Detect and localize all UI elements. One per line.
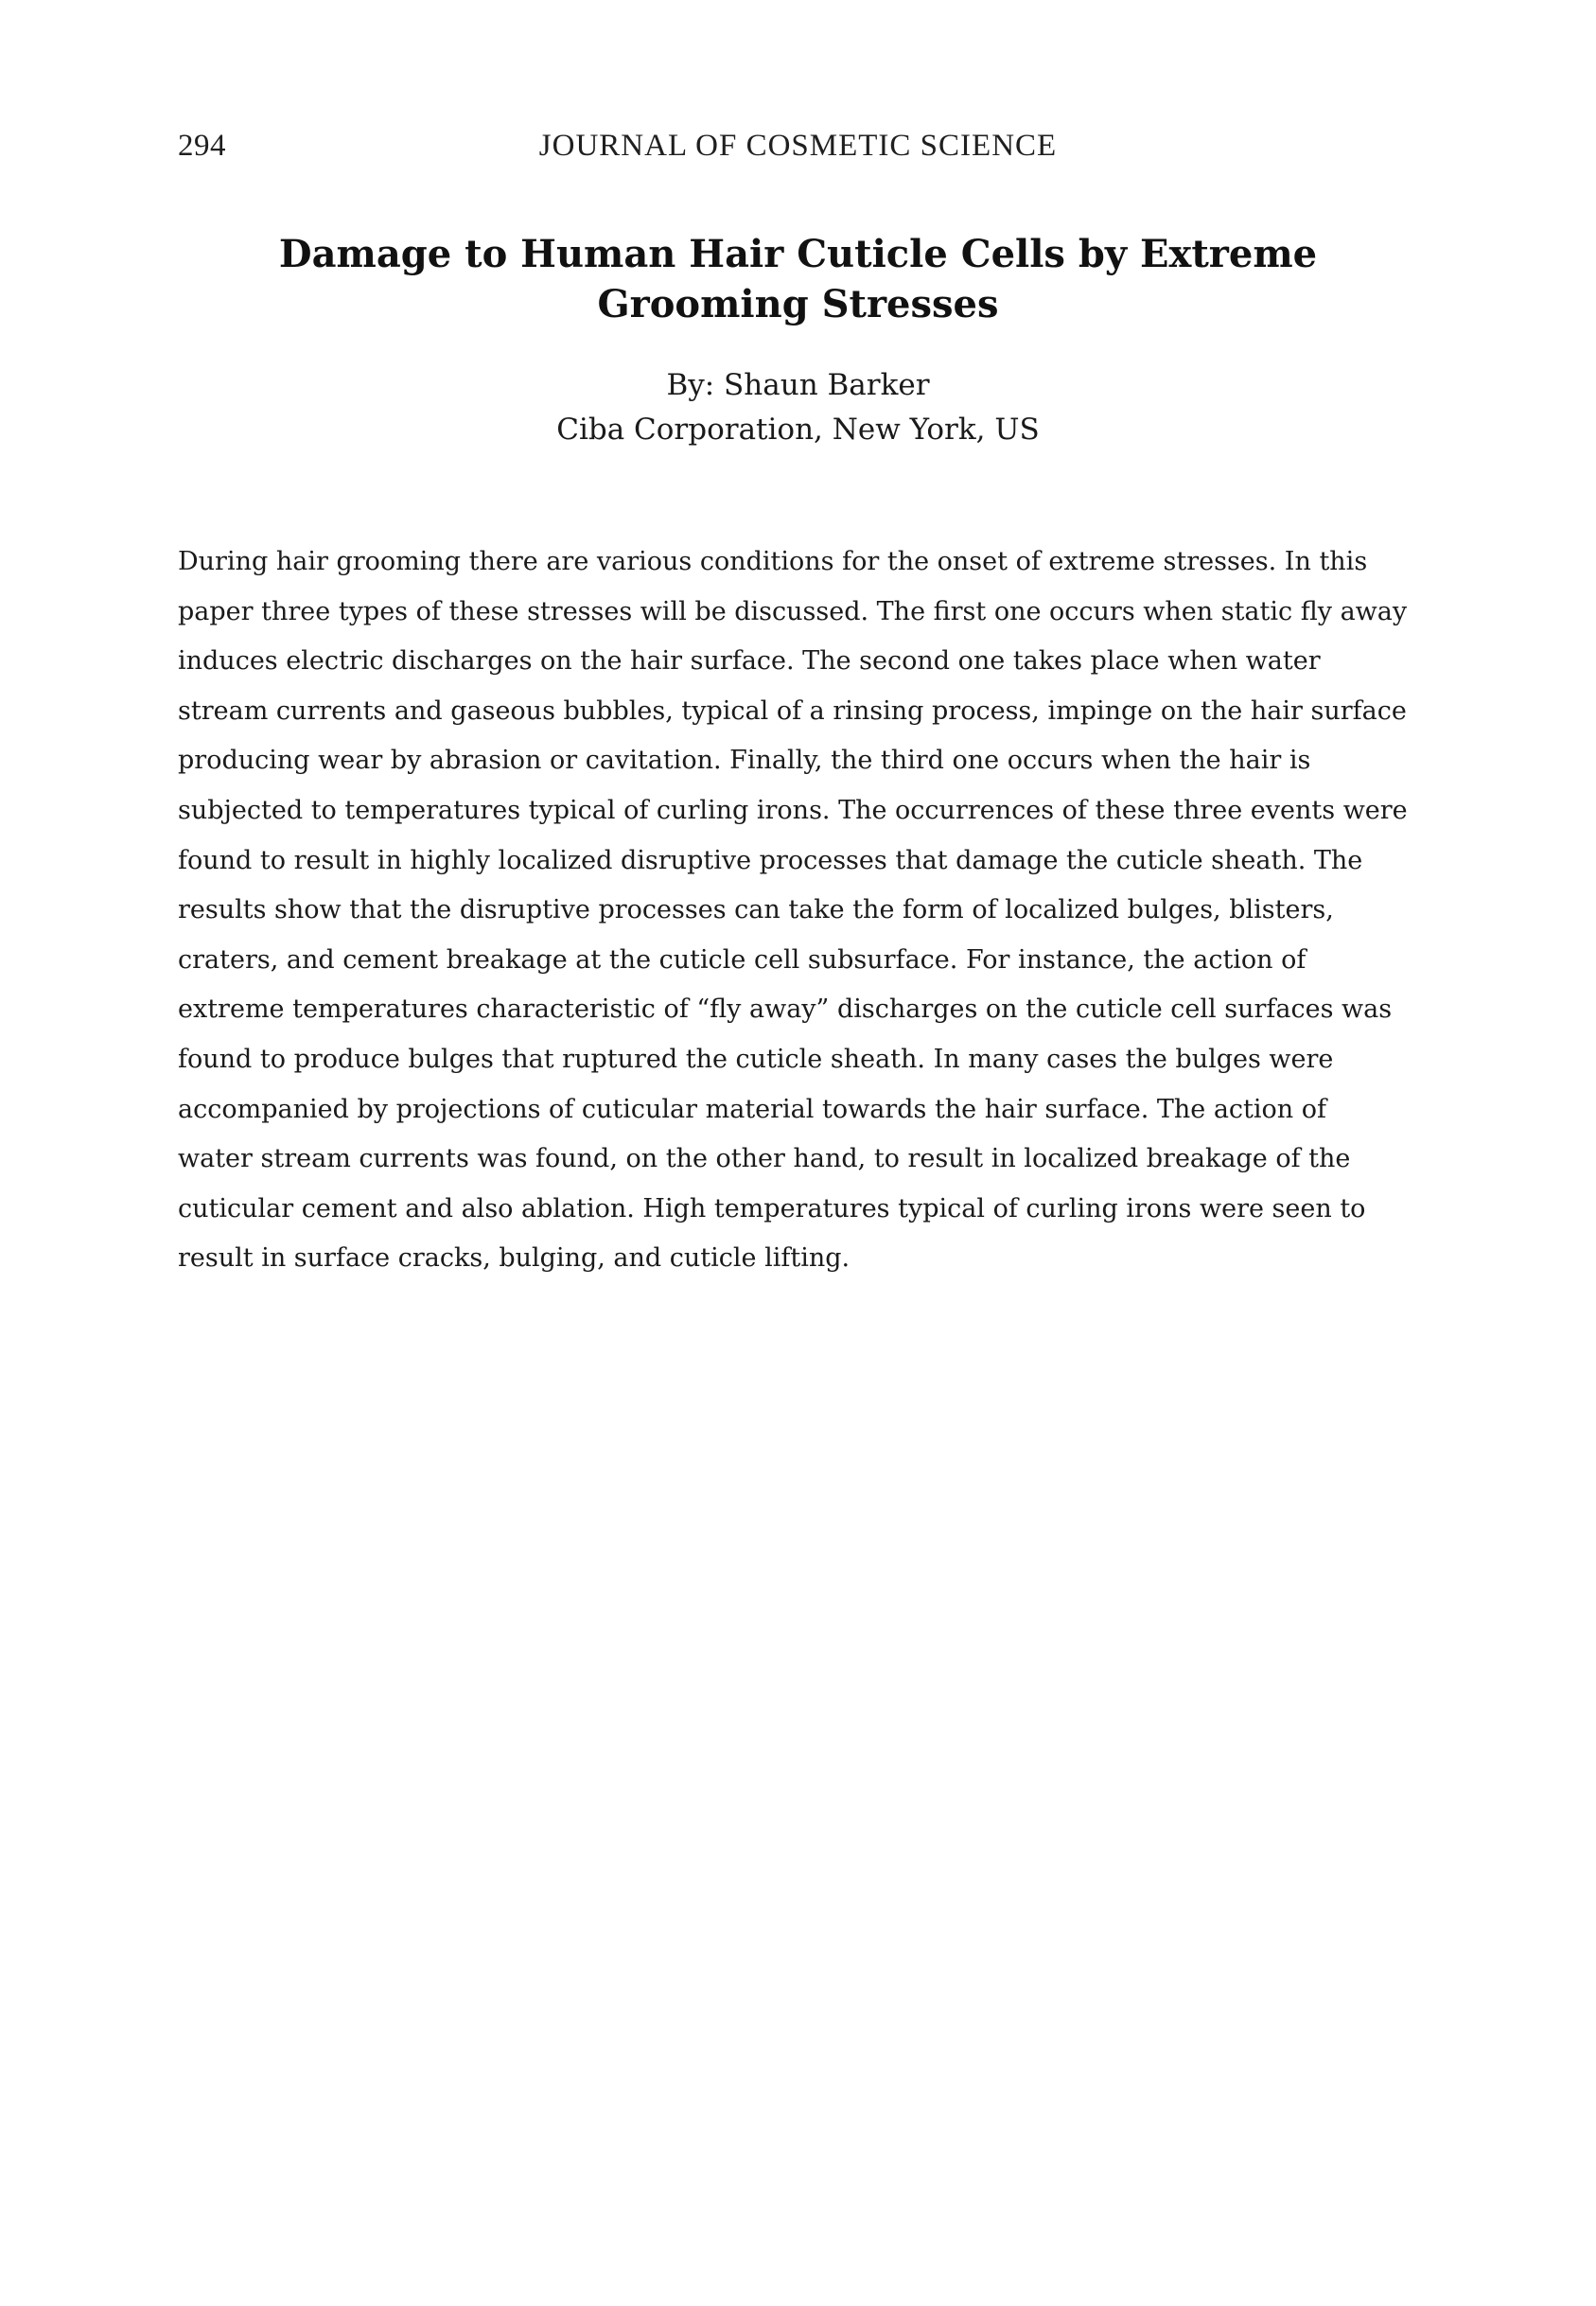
article-title-line-1: Damage to Human Hair Cuticle Cells by Extreme bbox=[278, 232, 1318, 276]
journal-title-header: JOURNAL OF COSMETIC SCIENCE bbox=[538, 129, 1058, 163]
page-number: 294 bbox=[178, 129, 226, 163]
author-affiliation: Ciba Corporation, New York, US bbox=[556, 413, 1040, 447]
article-title-line-2: Grooming Stresses bbox=[597, 282, 999, 326]
byline-block bbox=[0, 363, 1596, 452]
author-byline: By: Shaun Barker bbox=[666, 368, 930, 402]
article-title bbox=[0, 229, 1596, 329]
abstract-paragraph: During hair grooming there are various conditions for the onset of extreme stresses. In this paper three types of these stresses will be discussed. The first one occurs when static fly away induces electric discharges on the hair surface. The second one takes place when water stream currents and gaseous bubbles, typical of a rinsing process, impinge on the hair surface producing wear by abrasion or cavitation. Finally, the third one occurs when the hair is subjected to temperatures typical of curling irons. The occurrences of these three events were found to result in highly localized disruptive processes that damage the cuticle sheath. The results show that the disruptive processes can take the form of localized bulges, blisters, craters, and cement breakage at the cuticle cell subsurface. For instance, the action of extreme temperatures characteristic of “fly away” discharges on the cuticle cell surfaces was found to produce bulges that ruptured the cuticle sheath. In many cases the bulges were accompanied by projections of cuticular material towards the hair surface. The action of water stream currents was found, on the other hand, to result in localized breakage of the cuticular cement and also ablation. High temperatures typical of curling irons were seen to result in surface cracks, bulging, and cuticle lifting. bbox=[178, 547, 1408, 1274]
running-head bbox=[0, 129, 1596, 170]
